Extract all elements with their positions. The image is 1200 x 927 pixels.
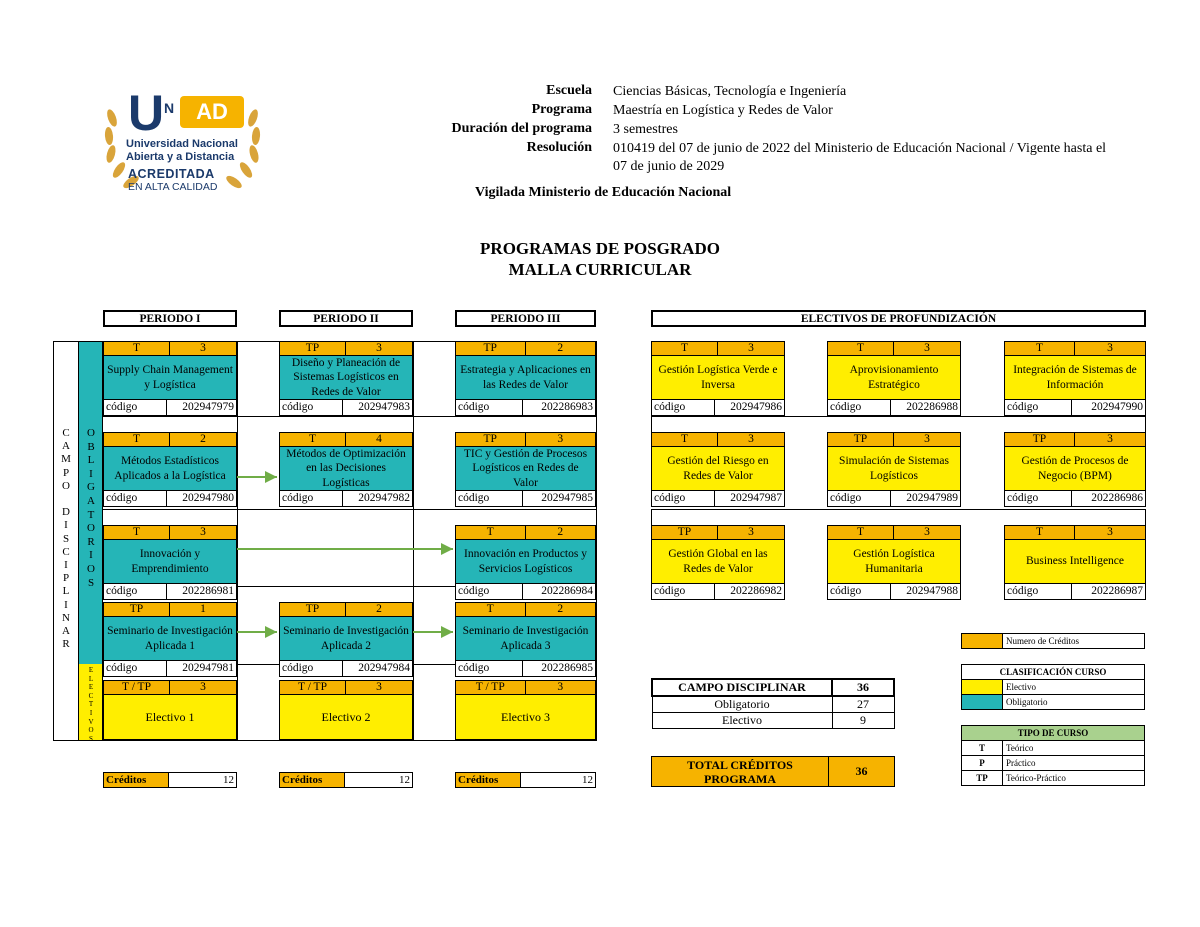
course-type: TP (455, 341, 526, 356)
escuela-label: Escuela (546, 83, 592, 98)
credits-value: 12 (521, 772, 596, 788)
course-code-label: código (103, 400, 167, 416)
credits-label: Créditos (279, 772, 345, 788)
course-type: T (1004, 525, 1075, 540)
course-credits: 3 (718, 525, 785, 540)
course-type: T / TP (455, 680, 526, 695)
course-credits: 3 (894, 432, 961, 447)
course-name: Electivo 3 (455, 695, 596, 740)
summary-row-label: Electivo (652, 713, 832, 729)
course-type: T / TP (103, 680, 170, 695)
course-code: 202286985 (523, 661, 596, 677)
programa-value: Maestría en Logística y Redes de Valor (613, 103, 833, 118)
course-code-label: código (455, 661, 523, 677)
title-malla: MALLA CURRICULAR (508, 260, 692, 279)
course-name: Diseño y Planeación de Sistemas Logísticos en Redes de Valor (279, 356, 413, 400)
course-type: TP (279, 341, 346, 356)
course-credits: 3 (1075, 432, 1146, 447)
course-credits: 2 (170, 432, 237, 447)
legend-credits-label: Numero de Créditos (1003, 633, 1145, 649)
course-code: 202286988 (891, 400, 961, 416)
duracion-value: 3 semestres (613, 122, 678, 137)
course-name: Supply Chain Management y Logística (103, 356, 237, 400)
electivos-header: ELECTIVOS DE PROFUNDIZACIÓN (651, 310, 1146, 327)
course-name: Gestión Logística Humanitaria (827, 540, 961, 584)
electives-gap-row-2 (651, 509, 1146, 526)
period-2-header: PERIODO II (279, 310, 413, 327)
obligatorio-swatch (962, 695, 1003, 710)
course-credits: 2 (526, 525, 597, 540)
course-name: Gestión Global en las Redes de Valor (651, 540, 785, 584)
programa-label: Programa (531, 102, 592, 117)
course-code-label: código (827, 584, 891, 600)
tipo-label: Práctico (1003, 756, 1145, 771)
course-name: Seminario de Investigación Aplicada 2 (279, 617, 413, 661)
resolucion-value-1: 010419 del 07 de junio de 2022 del Ministerio de Educación Nacional / Vigente hasta el (613, 141, 1107, 156)
course-type: T (103, 341, 170, 356)
credits-value: 12 (345, 772, 413, 788)
course-code-label: código (1004, 584, 1072, 600)
course-credits: 3 (894, 341, 961, 356)
credits-swatch (961, 633, 1003, 649)
course-name: Gestión Logística Verde e Inversa (651, 356, 785, 400)
course-credits: 3 (346, 680, 413, 695)
course-code: 202286986 (1072, 491, 1146, 507)
title-posgrado: PROGRAMAS DE POSGRADO (480, 239, 720, 258)
course-credits: 2 (526, 602, 597, 617)
course-type: TP (1004, 432, 1075, 447)
course-name: Métodos Estadísticos Aplicados a la Logística (103, 447, 237, 491)
tipo-label: Teórico-Práctico (1003, 771, 1145, 786)
course-code-label: código (455, 584, 523, 600)
course-code-label: código (827, 400, 891, 416)
course-type: T (1004, 341, 1075, 356)
course-type: T (651, 341, 718, 356)
course-code: 202947990 (1072, 400, 1146, 416)
course-code: 202286983 (523, 400, 596, 416)
course-code-label: código (827, 491, 891, 507)
tipo-key: T (962, 741, 1003, 756)
course-code: 202947982 (343, 491, 413, 507)
course-type: T / TP (279, 680, 346, 695)
obligatorio-label: Obligatorio (1003, 695, 1145, 710)
course-type: T (455, 525, 526, 540)
electivo-label: Electivo (1003, 680, 1145, 695)
course-credits: 3 (526, 680, 597, 695)
course-code-label: código (651, 491, 715, 507)
course-code-label: código (279, 491, 343, 507)
course-code-label: código (1004, 400, 1072, 416)
course-code: 202947980 (167, 491, 237, 507)
vigilada-text: Vigilada Ministerio de Educación Nacional (475, 185, 732, 200)
summary-header: CAMPO DISCIPLINAR (652, 679, 832, 696)
credits-value: 12 (169, 772, 237, 788)
course-code: 202947989 (891, 491, 961, 507)
course-type: T (455, 602, 526, 617)
course-code: 202947988 (891, 584, 961, 600)
course-code: 202947984 (343, 661, 413, 677)
course-credits: 3 (718, 432, 785, 447)
summary-row-value: 27 (832, 696, 894, 713)
electives-gap-row (651, 416, 1146, 433)
course-code: 202286987 (1072, 584, 1146, 600)
course-credits: 3 (1075, 525, 1146, 540)
course-credits: 3 (526, 432, 597, 447)
course-credits: 2 (346, 602, 413, 617)
course-credits: 3 (894, 525, 961, 540)
course-type: T (827, 341, 894, 356)
course-code: 202286984 (523, 584, 596, 600)
course-credits: 1 (170, 602, 237, 617)
course-code: 202947983 (343, 400, 413, 416)
course-code-label: código (651, 584, 715, 600)
course-name: TIC y Gestión de Procesos Logísticos en Redes de Valor (455, 447, 596, 491)
course-credits: 3 (346, 341, 413, 356)
course-code-label: código (279, 661, 343, 677)
course-code-label: código (1004, 491, 1072, 507)
course-credits: 3 (170, 525, 237, 540)
period-3-header: PERIODO III (455, 310, 596, 327)
course-credits: 2 (526, 341, 597, 356)
course-name: Seminario de Investigación Aplicada 3 (455, 617, 596, 661)
summary-row-label: Obligatorio (652, 696, 832, 713)
course-credits: 3 (1075, 341, 1146, 356)
course-name: Innovación y Emprendimiento (103, 540, 237, 584)
logo-line1: Universidad Nacional (126, 138, 238, 150)
total-credits-value: 36 (829, 756, 895, 787)
tipo-label: Teórico (1003, 741, 1145, 756)
resolucion-label: Resolución (526, 140, 592, 155)
course-credits: 3 (718, 341, 785, 356)
tipo-key: P (962, 756, 1003, 771)
period-1-header: PERIODO I (103, 310, 237, 327)
logo-line3: ACREDITADA (128, 167, 215, 181)
escuela-value: Ciencias Básicas, Tecnología e Ingeniería (613, 84, 847, 99)
course-name: Business Intelligence (1004, 540, 1146, 584)
course-name: Métodos de Optimización en las Decisiones Logísticas (279, 447, 413, 491)
course-credits: 3 (170, 680, 237, 695)
course-name: Innovación en Productos y Servicios Logísticos (455, 540, 596, 584)
course-credits: 4 (346, 432, 413, 447)
course-name: Gestión de Procesos de Negocio (BPM) (1004, 447, 1146, 491)
course-code: 202947987 (715, 491, 785, 507)
course-code: 202286982 (715, 584, 785, 600)
course-type: T (827, 525, 894, 540)
course-type: TP (827, 432, 894, 447)
tipo-key: TP (962, 771, 1003, 786)
course-name: Electivo 2 (279, 695, 413, 740)
course-name: Integración de Sistemas de Información (1004, 356, 1146, 400)
course-type: TP (103, 602, 170, 617)
course-code-label: código (279, 400, 343, 416)
course-type: TP (651, 525, 718, 540)
course-name: Gestión del Riesgo en Redes de Valor (651, 447, 785, 491)
legend-credits (961, 633, 1145, 649)
course-code: 202947985 (523, 491, 596, 507)
summary-row-value: 9 (832, 713, 894, 729)
course-code-label: código (103, 491, 167, 507)
logo-line4: EN ALTA CALIDAD (128, 181, 218, 193)
course-code-label: código (455, 491, 523, 507)
total-credits-label: TOTAL CRÉDITOS PROGRAMA (651, 756, 829, 787)
legend-clasificacion (961, 664, 1145, 710)
course-code-label: código (103, 661, 167, 677)
period-2-credits (279, 772, 413, 788)
credits-label: Créditos (455, 772, 521, 788)
course-code: 202947986 (715, 400, 785, 416)
resolucion-value-2: 07 de junio de 2029 (613, 159, 725, 174)
course-code-label: código (651, 400, 715, 416)
course-code-label: código (103, 584, 167, 600)
course-type: T (103, 525, 170, 540)
course-name: Electivo 1 (103, 695, 237, 740)
summary-table (651, 678, 895, 729)
course-name: Seminario de Investigación Aplicada 1 (103, 617, 237, 661)
course-credits: 3 (170, 341, 237, 356)
electivo-swatch (962, 680, 1003, 695)
course-code-label: código (455, 400, 523, 416)
course-type: T (651, 432, 718, 447)
logo-line2: Abierta y a Distancia (126, 151, 235, 163)
course-type: TP (279, 602, 346, 617)
course-code: 202286981 (167, 584, 237, 600)
legend-tipo (961, 725, 1145, 786)
course-type: T (279, 432, 346, 447)
period-1-credits (103, 772, 237, 788)
logo-brand: U N AD (128, 90, 248, 136)
course-code: 202947979 (167, 400, 237, 416)
course-name: Aprovisionamiento Estratégico (827, 356, 961, 400)
course-name: Estrategia y Aplicaciones en las Redes de Valor (455, 356, 596, 400)
credits-label: Créditos (103, 772, 169, 788)
course-type: TP (455, 432, 526, 447)
course-code: 202947981 (167, 661, 237, 677)
course-type: T (103, 432, 170, 447)
duracion-label: Duración del programa (451, 121, 592, 136)
period-3-credits (455, 772, 596, 788)
clasif-title: CLASIFICACIÓN CURSO (962, 665, 1145, 680)
summary-header-value: 36 (832, 679, 894, 696)
tipo-title: TIPO DE CURSO (962, 726, 1145, 741)
course-name: Simulación de Sistemas Logísticos (827, 447, 961, 491)
